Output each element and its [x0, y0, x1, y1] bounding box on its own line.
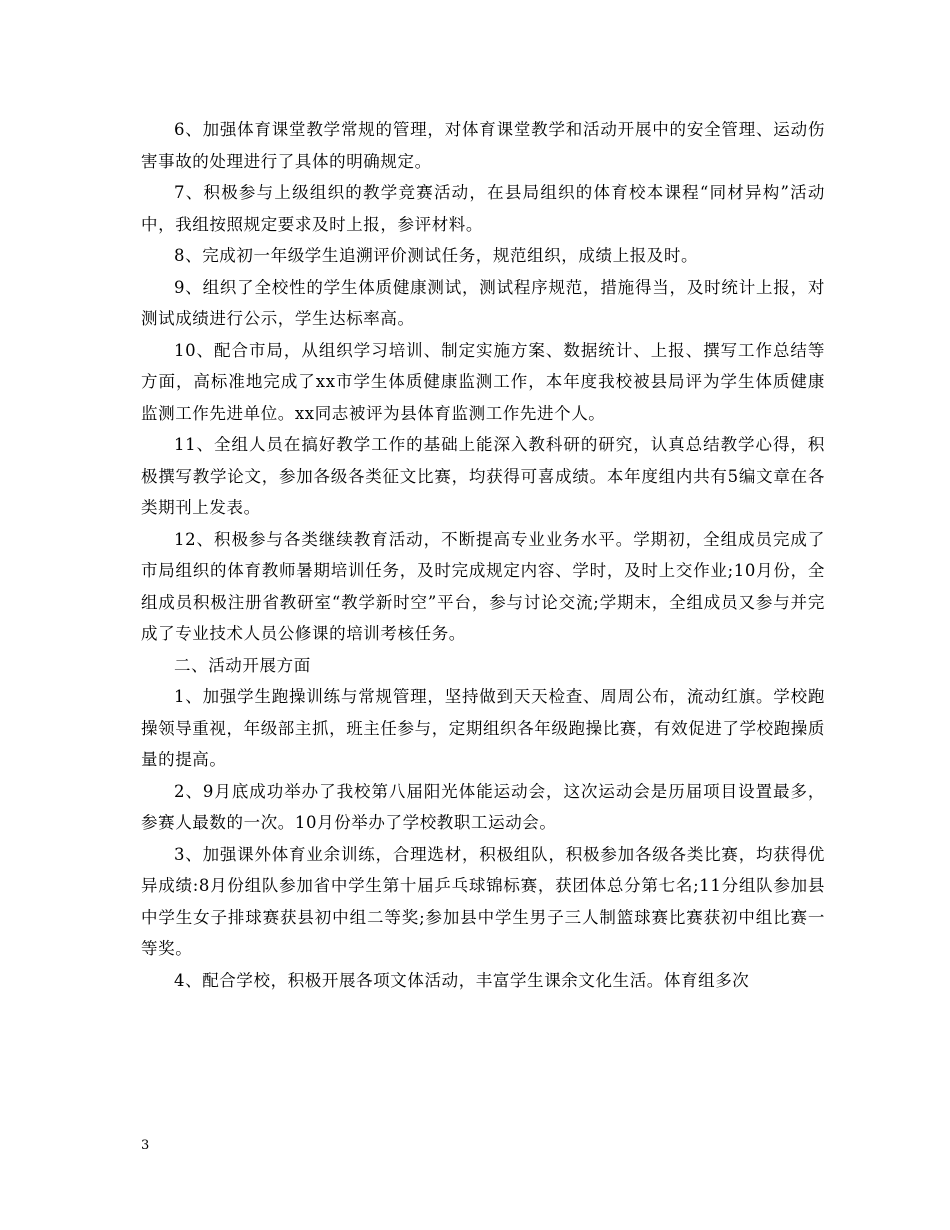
- paragraph-item-12: 12、积极参与各类继续教育活动，不断提高专业业务水平。学期初，全组成员完成了市局组织的体育教师暑期培训任务，及时完成规定内容、学时，及时上交作业;10月份，全组成员积极注册省教研室“教学新时空”平台，参与讨论交流;学期末，全组成员又参与并完成了专业技术人员公修课的培训考核任务。: [141, 529, 825, 643]
- paragraph-item-9: 9、组织了全校性的学生体质健康测试，测试程序规范，措施得当，及时统计上报，对测试成绩进行公示，学生达标率高。: [141, 277, 825, 328]
- paragraph-activity-1: 1、加强学生跑操训练与常规管理，坚持做到天天检查、周周公布，流动红旗。学校跑操领导重视，年级部主抓，班主任参与，定期组织各年级跑操比赛，有效促进了学校跑操质量的提高。: [141, 687, 825, 769]
- paragraph-item-10: 10、配合市局，从组织学习培训、制定实施方案、数据统计、上报、撰写工作总结等方面，高标准地完成了xx市学生体质健康监测工作，本年度我校被县局评为学生体质健康监测工作先进单位。xx同志被评为县体育监测工作先进个人。: [141, 340, 825, 423]
- paragraph-activity-2: 2、9月底成功举办了我校第八届阳光体能运动会，这次运动会是历届项目设置最多，参赛人最数的一次。10月份举办了学校教职工运动会。: [141, 781, 825, 832]
- paragraph-item-6: 6、加强体育课堂教学常规的管理，对体育课堂教学和活动开展中的安全管理、运动伤害事故的处理进行了具体的明确规定。: [141, 120, 825, 171]
- page-number: 3: [141, 1138, 150, 1153]
- paragraph-item-8: 8、完成初一年级学生追溯评价测试任务，规范组织，成绩上报及时。: [174, 246, 699, 265]
- paragraph-activity-4: 4、配合学校，积极开展各项文体活动，丰富学生课余文化生活。体育组多次: [174, 970, 750, 990]
- body-text: [141, 114, 825, 996]
- section-heading-activities: 二、活动开展方面: [174, 655, 311, 675]
- paragraph-item-11: 11、全组人员在搞好教学工作的基础上能深入教科研的研究，认真总结教学心得，积极撰写教学论文，参加各级各类征文比赛，均获得可喜成绩。本年度组内共有5编文章在各类期刊上发表。: [141, 435, 825, 517]
- paragraph-activity-3: 3、加强课外体育业余训练，合理选材，积极组队，积极参加各级各类比赛，均获得优异成绩:8月份组队参加省中学生第十届乒乓球锦标赛，获团体总分第七名;11分组队参加县中学生女子排球赛获县初中组二等奖;参加县中学生男子三人制篮球赛比赛获初中组比赛一等奖。: [141, 844, 825, 958]
- paragraph-item-7: 7、积极参与上级组织的教学竞赛活动，在县局组织的体育校本课程“同材异构”活动中，我组按照规定要求及时上报，参评材料。: [141, 183, 825, 234]
